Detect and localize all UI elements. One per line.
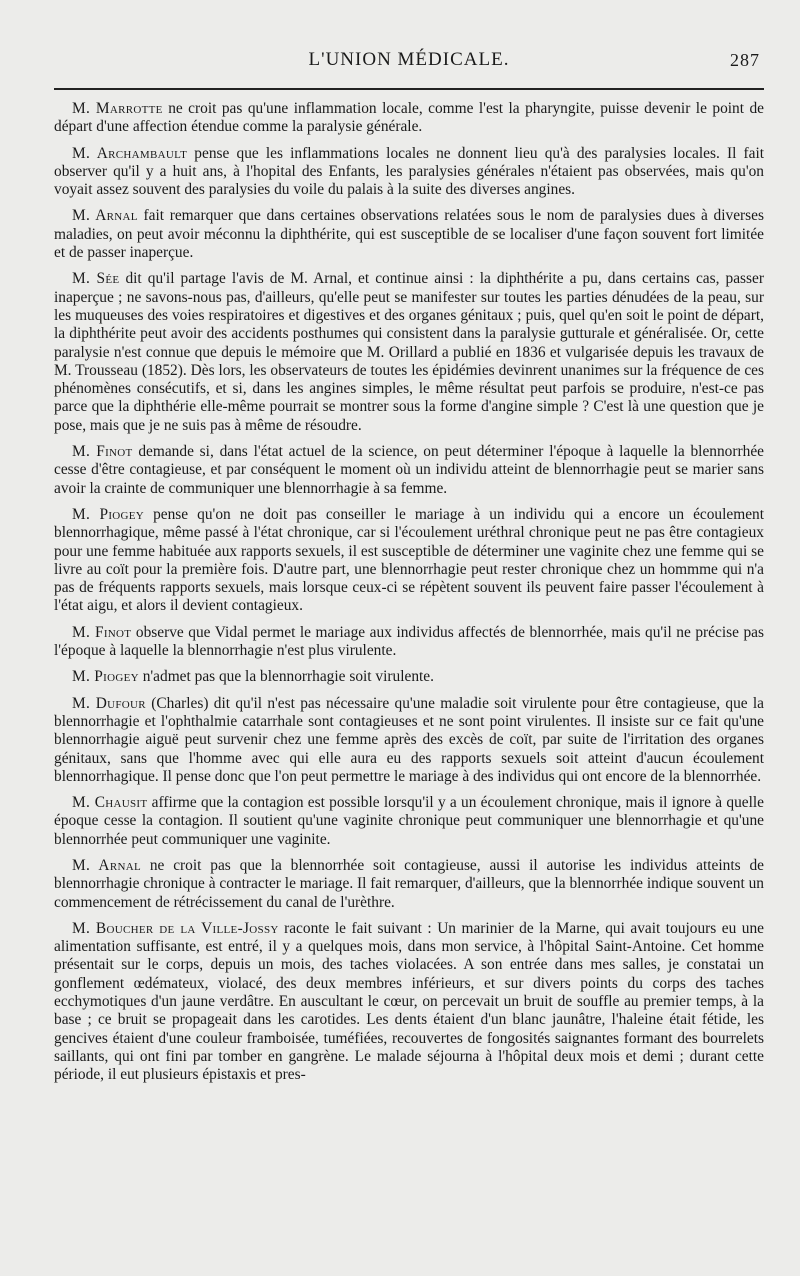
speaker-name: M. Arnal	[72, 207, 138, 225]
speaker-name: M. Archambault	[72, 144, 188, 162]
paragraph	[54, 920, 764, 1085]
paragraph-text: pense que les inflammations locales ne donnent lieu qu'à des paralysies locales. Il fait observer qu'il y a huit ans, à l'hopital des Enfants, les paralysies générales n'étaient pas observées, mais qu'on voyait assez souvent des paralysies du voile du palais à la suite des diverses angines.	[54, 144, 765, 199]
paragraph	[54, 145, 764, 200]
paragraph-text: observe que Vidal permet le mariage aux individus affectés de blennorrhée, mais qu'il ne précise pas l'époque à laquelle la blennorrhagie n'est plus virulente.	[54, 623, 764, 660]
paragraph	[54, 506, 764, 616]
paragraph	[54, 857, 764, 912]
speaker-name: M. Piogey	[72, 505, 145, 523]
running-header	[54, 40, 764, 80]
header-rule	[54, 88, 764, 90]
paragraph-text: (Charles) dit qu'il n'est pas nécessaire qu'une maladie soit virulente pour être contagieuse, que la blennorrhagie et l'ophthalmie catarrhale sont contagieuses et ne sont point virulentes. Il insiste sur ce fait qu'une blennorrhagie aiguë peut survenir chez une femme après des excès de coït, par suite de l'irritation des organes génitaux, sans que l'homme avec qui elle aura eu des rapports sexuels soit atteint d'aucun écoulement blennorrhagique. Il pense donc que l'on peut permettre le mariage à des individus qui ont encore de la blennorrhée.	[54, 694, 765, 785]
paragraph-text: affirme que la contagion est possible lorsqu'il y a un écoulement chronique, mais il ignore à quelle époque cesse la contagion. Il soutient qu'une vaginite chronique peut communiquer une blennorrhagie et qu'une blennorrhée peut communiquer une vaginite.	[54, 794, 764, 848]
paragraph-text: dit qu'il partage l'avis de M. Arnal, et continue ainsi : la diphthérite a pu, dans certains cas, passer inaperçue ; ne savons-nous pas, d'ailleurs, qu'elle peut se manifester sur toutes les parties dénudées de la peau, sur les muqueuses des voies respiratoires et digestives et des organes génitaux ; puis, quel qu'en soit le point de départ, la diphthérite peut avoir des accidents posthumes qui consistent dans la paralysie gutturale et généralisée. Or, cette paralysie n'est connue que depuis le mémoire que M. Orillard a publié en 1836 et vulgarisée depuis les travaux de M. Trousseau (1852). Dès lors, les observateurs de toutes les épidémies devinrent unanimes sur la fréquence de ces phénomènes consécutifs, et si, dans les angines simples, le même résultat peut parfois se produire, n'est-ce pas parce que la diphthérie elle-même pourrait se montrer sous la forme d'angine simple ? C'est là une question que je pose, mais que je ne suis pas à même de résoudre.	[54, 270, 764, 434]
paragraph-text: fait remarquer que dans certaines observations relatées sous le nom de paralysies dues à diverses maladies, on peut avoir méconnu la diphthérite, qui est susceptible de se localiser d'une façon souvent fort limitée et de passer inaperçue.	[54, 207, 764, 262]
speaker-name: M. Boucher de la Ville-Jossy	[72, 919, 279, 937]
paragraph	[54, 624, 764, 661]
speaker-name: M. Sée	[72, 270, 120, 288]
body-text	[54, 100, 764, 1085]
paragraph	[54, 100, 764, 137]
paragraph	[54, 668, 764, 686]
speaker-name: M. Piogey	[72, 668, 139, 686]
speaker-name: M. Chausit	[72, 794, 148, 812]
speaker-name: M. Finot	[72, 623, 132, 641]
journal-title: L'UNION MÉDICALE.	[308, 49, 510, 70]
paragraph	[54, 443, 764, 498]
paragraph-text: pense qu'on ne doit pas conseiller le mariage à un individu qui a encore un écoulement blennorrhagique, même passé à l'état chronique, car si l'écoulement uréthral chronique peut ne pas être contagieux pour une femme habituée aux rapports sexuels, il est susceptible de déterminer une vaginite chez une femme qui se livre au coït pour la première fois. D'autre part, une blennorrhagie peut rester chronique chez un hommme qui n'a pas de fréquents rapports sexuels, mais lorsque ceux-ci se répètent souvent ils peuvent faire passer l'écoulement à l'état aigu, et alors il devient contagieux.	[54, 505, 764, 615]
speaker-name: M. Dufour	[72, 694, 146, 712]
speaker-name: M. Marrotte	[72, 100, 163, 117]
paragraph-text: ne croit pas que la blennorrhée soit contagieuse, aussi il autorise les individus atteints de blennorrhagie chronique à contracter le mariage. Il fait remarquer, d'ailleurs, que la blennorrhée indique souvent un commencement de rétrécissement du canal de l'urèthre.	[54, 856, 764, 911]
paragraph-text: n'admet pas que la blennorrhagie soit virulente.	[138, 668, 434, 686]
speaker-name: M. Finot	[72, 443, 133, 461]
paragraph	[54, 270, 764, 435]
page-number: 287	[730, 49, 760, 70]
paragraph-text: raconte le fait suivant : Un marinier de la Marne, qui avait toujours eu une alimentation suffisante, est entré, il y a quelques mois, dans mon service, à l'hôpital Saint-Antoine. Cet homme présentait sur le corps, depuis un mois, des taches violacées. A son entrée dans mes salles, je constatai un gonflement œdémateux, violacé, des deux membres inférieurs, et sur divers points du corps des taches ecchymotiques d'un jaune verdâtre. En auscultant le cœur, on percevait un bruit de souffle au premier temps, à la base ; ce bruit se propageait dans les carotides. Les dents étaient d'un blanc jaunâtre, l'haleine était fétide, les gencives étaient d'une couleur framboisée, tuméfiées, recouvertes de fongosités saignantes formant des bourrelets saillants, qui ont fini par tomber en gangrène. Le malade séjourna à l'hôpital deux mois et demi ; durant cette période, il eut plusieurs épistaxis et pres-	[54, 919, 764, 1084]
speaker-name: M. Arnal	[72, 856, 141, 874]
paragraph-text: demande si, dans l'état actuel de la science, on peut déterminer l'époque à laquelle la blennorrhée cesse d'être contagieuse, et par conséquent le moment où un individu atteint de blennorrhagie peut se marier sans avoir la crainte de communiquer une blennorrhagie à sa femme.	[54, 443, 764, 497]
paragraph	[54, 794, 764, 849]
paragraph-text: ne croit pas qu'une inflammation locale, comme l'est la pharyngite, puisse devenir le point de départ d'une affection étendue comme la paralysie générale.	[54, 100, 765, 136]
paragraph	[54, 695, 764, 786]
paragraph	[54, 207, 764, 262]
